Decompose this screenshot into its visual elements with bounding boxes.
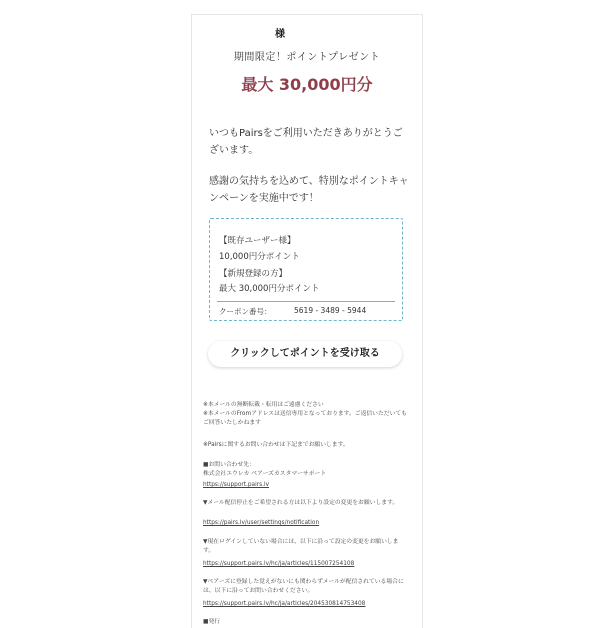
coupon-code-value: 5619 - 3489 - 5944 xyxy=(294,306,367,315)
existing-user-label: 【既存ユーザー様】 xyxy=(219,236,296,246)
footer-contact-name: 株式会社エウレカ ペアーズカスタマーサポート xyxy=(203,471,327,477)
footer-contact-title: ■お問い合わせ先： xyxy=(203,462,255,468)
footer-login-text: ▼現在ログインしていない場合には、以下に沿って設定の変更をお願いします。 xyxy=(203,539,399,554)
existing-user-points: 10,000円分ポイント xyxy=(219,252,300,262)
campaign-period-label: 期間限定！ポイントプレゼント xyxy=(233,52,381,63)
coupon-code-label: クーポン番号： xyxy=(219,307,272,316)
footer-noreg-text: ▼ペアーズに登録した覚えがないにも関わらずメールが配信されている場合には、以下に沿ってお問い合わせください。 xyxy=(203,579,404,594)
recipient-name: 様 xyxy=(275,29,285,40)
new-user-label: 【新規登録の方】 xyxy=(219,269,288,279)
new-user-points: 最大 30,000円分ポイント xyxy=(219,284,320,294)
coupon-divider xyxy=(217,301,395,302)
greeting-message: いつもPairsをご利用いただきありがとうございます。 xyxy=(209,128,403,156)
footer-note-no-repost: ※本メールの無断転載・転用はご遠慮ください xyxy=(203,402,324,408)
footer-unsubscribe-text: ▼メール配信停止をご希望される方は以下より設定の変更をお願いします。 xyxy=(203,500,399,506)
footer-issuer-label: ■発行 xyxy=(203,619,221,625)
footer-noreg-link[interactable] xyxy=(203,600,408,609)
claim-points-button[interactable]: クリックしてポイントを受け取る xyxy=(208,341,402,367)
email-card xyxy=(191,14,423,628)
footer-note-inquiry: ※Pairsに関するお問い合わせは下記までお願いします。 xyxy=(203,442,349,448)
footer-note-no-reply: ※本メールのFromアドレスは送信専用となっております。ご返信いただいてもご回答いたしかねます xyxy=(203,411,407,426)
footer-unsubscribe-link[interactable] xyxy=(203,519,408,528)
campaign-message: 感謝の気持ちを込めて、特別なポイントキャンペーンを実施中です！ xyxy=(209,176,409,204)
coupon-box xyxy=(209,218,403,321)
login-help-url-link[interactable]: https://support.pairs.lv/hc/ja/articles/115007254108 xyxy=(203,561,355,567)
contact-url-link[interactable]: https://support.pairs.lv xyxy=(203,482,270,488)
footer-login-link[interactable] xyxy=(203,560,408,569)
campaign-headline: 最大 30,000円分 xyxy=(241,75,373,94)
noreg-help-url-link[interactable]: https://support.pairs.lv/hc/ja/articles/204530814753408 xyxy=(203,601,366,607)
footer-contact-link[interactable] xyxy=(203,481,408,490)
unsubscribe-url-link[interactable]: https://pairs.lv/user/settings/notification xyxy=(203,520,320,526)
